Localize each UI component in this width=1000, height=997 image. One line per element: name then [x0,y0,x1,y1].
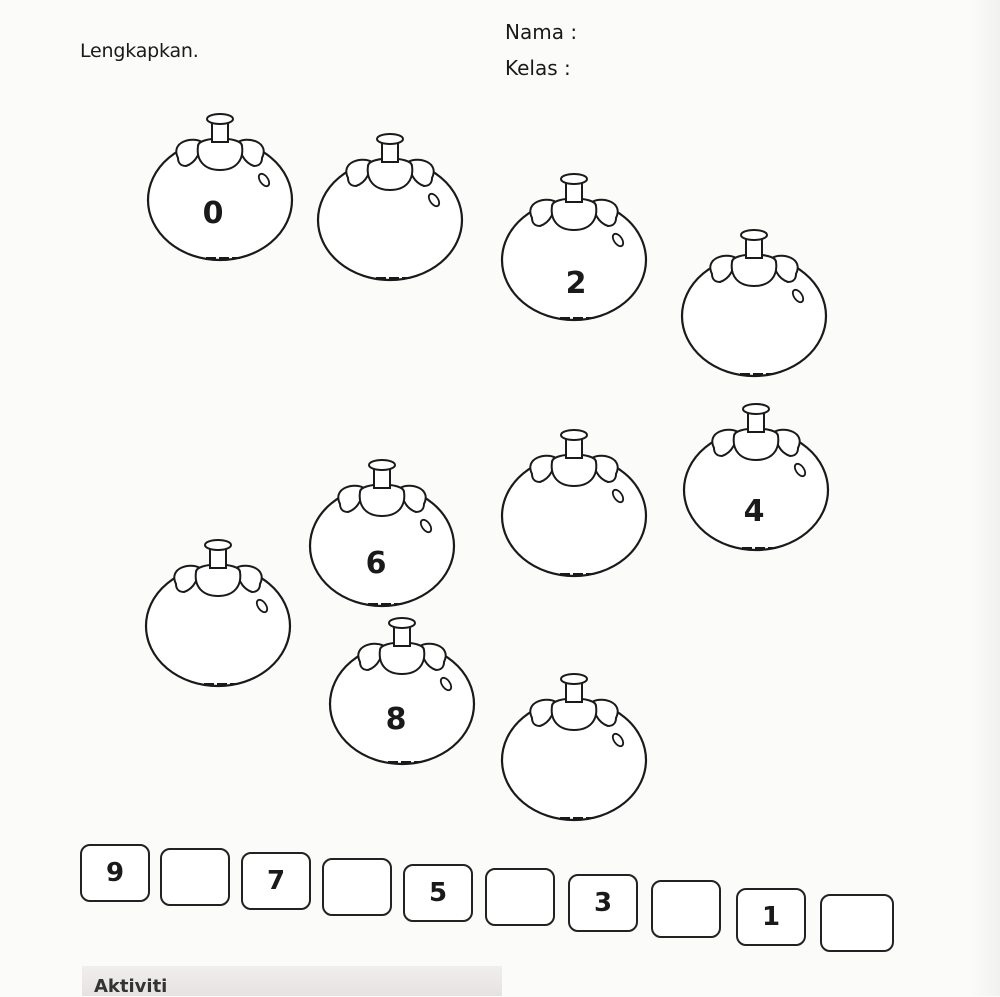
mangosteen-fruit-blank[interactable] [674,224,834,384]
mangosteen-icon [302,454,462,614]
mangosteen-icon [138,534,298,694]
number-box: 7 [241,852,311,910]
page-edge-shadow [970,0,1000,996]
mangosteen-fruit [302,454,462,614]
instruction-text: Lengkapkan. [80,40,199,62]
mangosteen-icon [676,398,836,558]
mangosteen-fruit [676,398,836,558]
fruit-number: 2 [565,266,587,301]
number-box: 1 [736,888,806,946]
footer-text: Aktiviti [94,976,168,997]
mangosteen-icon [494,668,654,828]
number-box-empty[interactable] [485,868,555,926]
mangosteen-fruit [140,108,300,268]
fruit-number: 0 [202,196,224,231]
mangosteen-icon [310,128,470,288]
mangosteen-fruit [322,612,482,772]
mangosteen-fruit-blank[interactable] [310,128,470,288]
fruit-number: 4 [743,494,765,529]
class-label: Kelas : [505,56,571,80]
mangosteen-icon [322,612,482,772]
mangosteen-icon [494,424,654,584]
number-box-empty[interactable] [820,894,894,952]
mangosteen-fruit-blank[interactable] [494,668,654,828]
mangosteen-fruit [494,168,654,328]
number-box: 3 [568,874,638,932]
mangosteen-fruit-blank[interactable] [138,534,298,694]
mangosteen-fruit-blank[interactable] [494,424,654,584]
name-label: Nama : [505,20,578,44]
mangosteen-icon [140,108,300,268]
number-box-empty[interactable] [651,880,721,938]
number-box-empty[interactable] [160,848,230,906]
fruit-number: 8 [385,702,407,737]
mangosteen-icon [494,168,654,328]
number-box: 5 [403,864,473,922]
number-box: 9 [80,844,150,902]
fruit-number: 6 [365,546,387,581]
mangosteen-icon [674,224,834,384]
number-box-empty[interactable] [322,858,392,916]
